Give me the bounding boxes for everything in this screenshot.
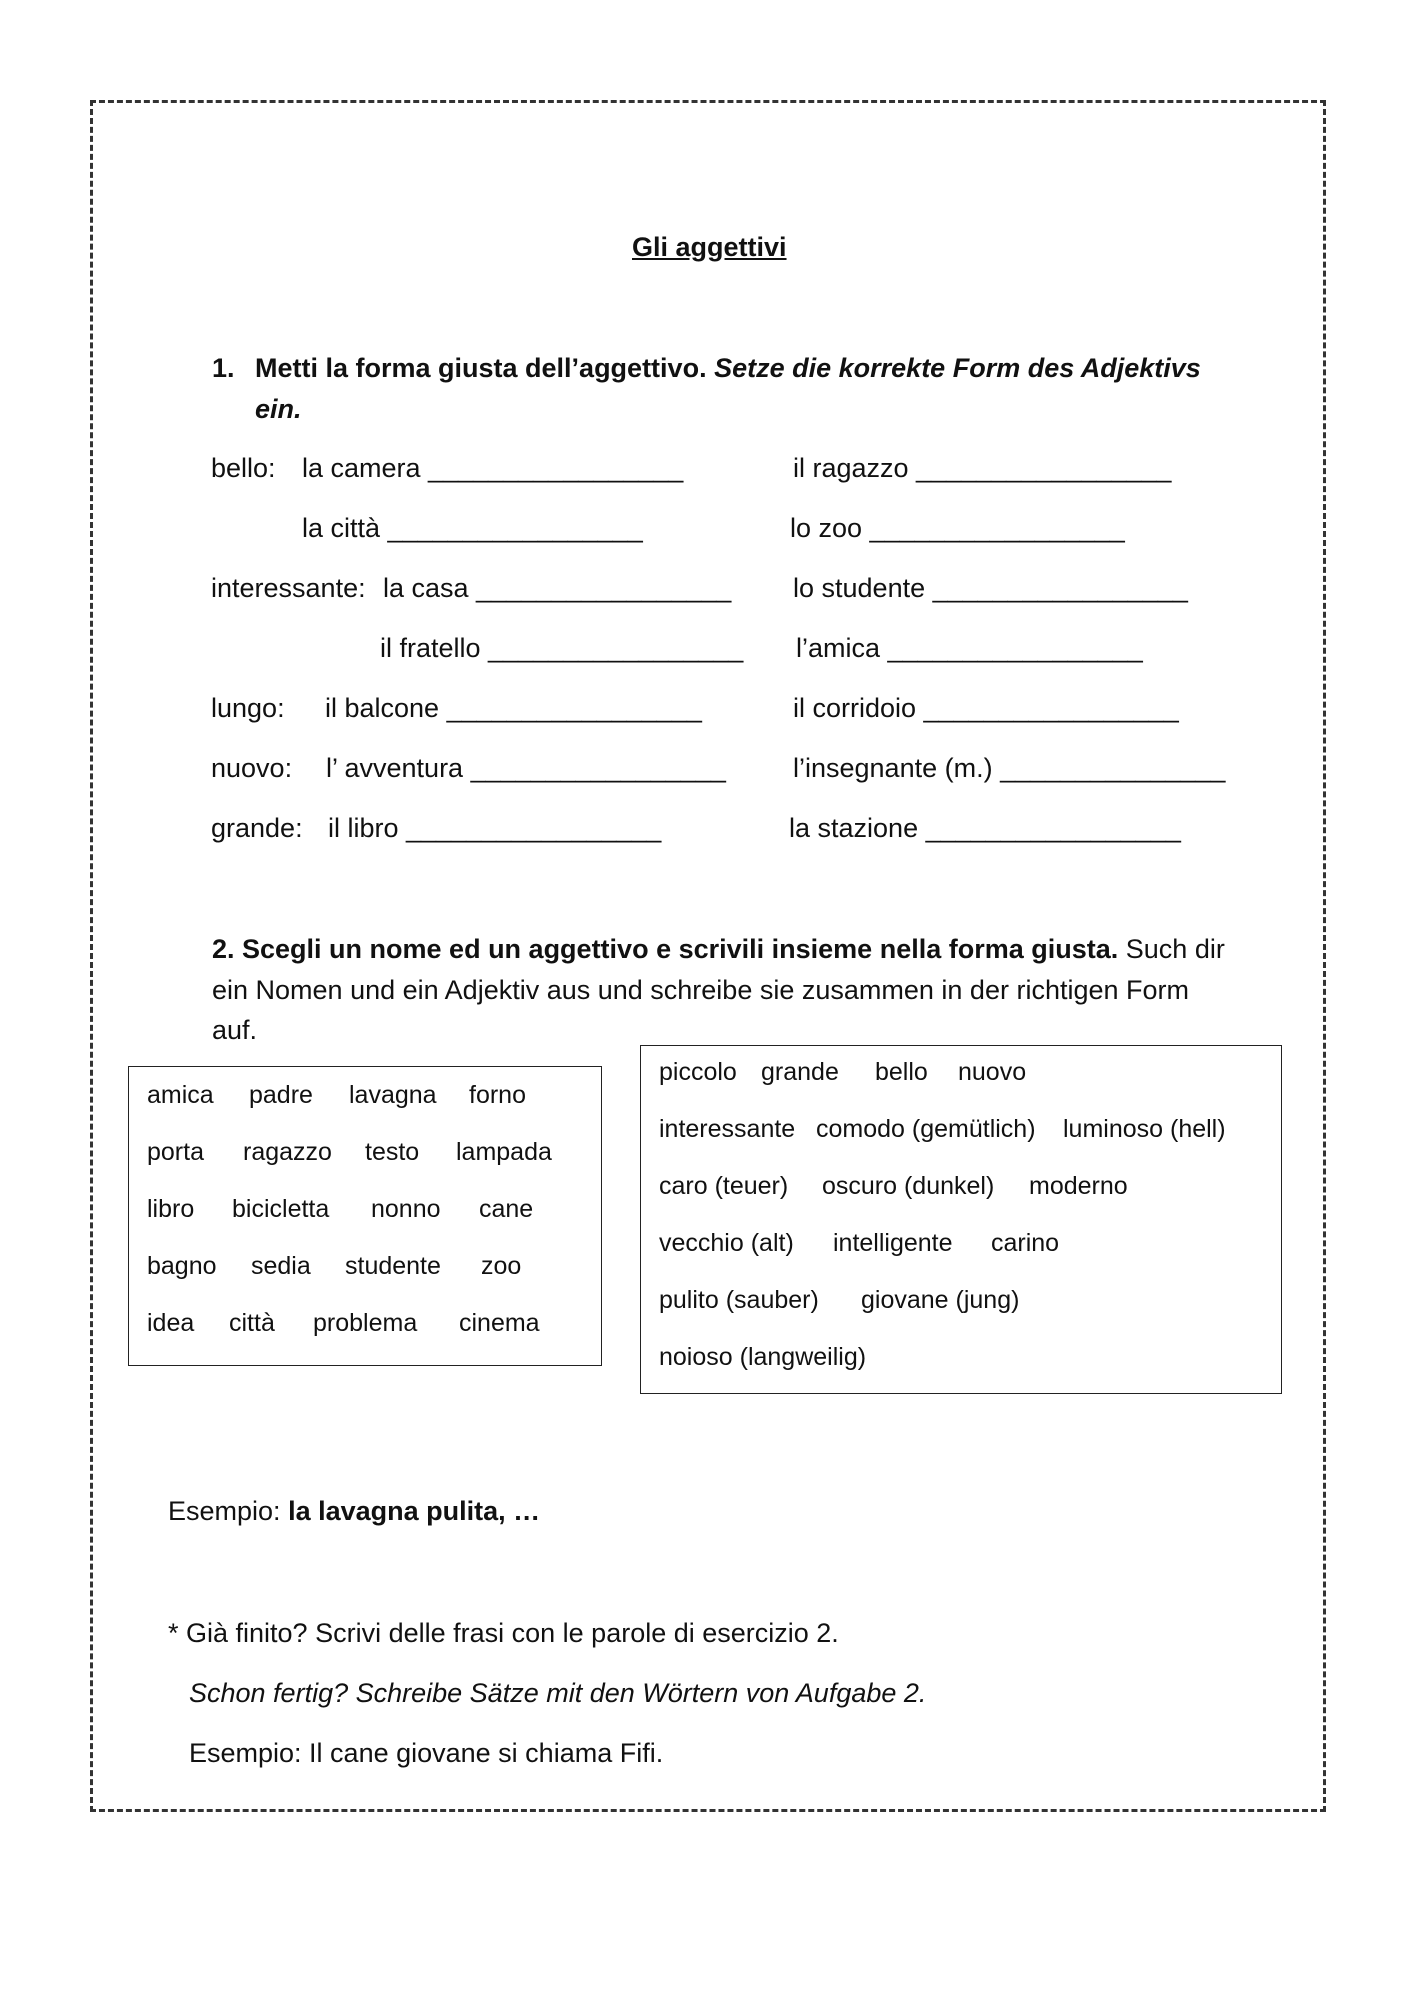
noun-word: forno bbox=[469, 1081, 526, 1109]
exercise-2-instruction-de-2: ein Nomen und ein Adjektiv aus und schreibe sie zusammen in der richtigen Form bbox=[212, 975, 1189, 1005]
noun-word: città bbox=[229, 1309, 275, 1337]
ex1-row-5-left: il balcone _________________ bbox=[325, 693, 702, 723]
ex1-row-3-label: interessante: bbox=[211, 573, 366, 603]
noun-word: porta bbox=[147, 1138, 204, 1166]
exercise-1-instruction bbox=[255, 351, 1201, 385]
noun-word: libro bbox=[147, 1195, 195, 1223]
noun-word: lampada bbox=[456, 1138, 552, 1166]
ex1-row-1-left: la camera _________________ bbox=[302, 453, 684, 483]
ex1-row-2-left: la città _________________ bbox=[302, 513, 643, 543]
page-title: Gli aggettivi bbox=[632, 232, 787, 262]
exercise-1-instruction-de-2: ein. bbox=[255, 394, 302, 424]
bonus-line-it: * Già finito? Scrivi delle frasi con le parole di esercizio 2. bbox=[168, 1618, 839, 1648]
noun-word: zoo bbox=[481, 1252, 522, 1280]
noun-word: studente bbox=[345, 1252, 441, 1280]
exercise-2-instruction-de-3: auf. bbox=[212, 1015, 258, 1045]
adjective-word: moderno bbox=[1029, 1172, 1128, 1200]
noun-word: cane bbox=[479, 1195, 534, 1223]
exercise-2-instruction bbox=[212, 932, 1225, 966]
noun-word: nonno bbox=[371, 1195, 441, 1223]
ex1-row-1-right: il ragazzo _________________ bbox=[793, 453, 1172, 483]
adjective-word: vecchio (alt) bbox=[659, 1229, 794, 1257]
adjective-word: luminoso (hell) bbox=[1063, 1115, 1226, 1143]
noun-word: testo bbox=[365, 1138, 420, 1166]
noun-word: problema bbox=[313, 1309, 418, 1337]
adjectives-box bbox=[640, 1045, 1282, 1394]
adjective-word: grande bbox=[761, 1058, 839, 1086]
adjective-word: comodo (gemütlich) bbox=[816, 1115, 1036, 1143]
adjective-word: carino bbox=[991, 1229, 1060, 1257]
ex1-row-3-right: lo studente _________________ bbox=[793, 573, 1188, 603]
adjective-word: nuovo bbox=[958, 1058, 1027, 1086]
exercise-2-instruction-it: 2. Scegli un nome ed un aggettivo e scrivili insieme nella forma giusta. bbox=[212, 934, 1119, 964]
noun-word: bagno bbox=[147, 1252, 217, 1280]
noun-word: sedia bbox=[251, 1252, 311, 1280]
noun-word: bicicletta bbox=[232, 1195, 330, 1223]
adjective-word: intelligente bbox=[833, 1229, 953, 1257]
adjective-word: piccolo bbox=[659, 1058, 737, 1086]
noun-word: amica bbox=[147, 1081, 214, 1109]
example-label: Esempio: bbox=[168, 1496, 281, 1526]
ex1-row-6-right: l’insegnante (m.) _______________ bbox=[793, 753, 1226, 783]
ex1-row-7-label: grande: bbox=[211, 813, 303, 843]
ex1-row-7-left: il libro _________________ bbox=[328, 813, 662, 843]
example-text: la lavagna pulita, … bbox=[288, 1496, 541, 1526]
ex1-row-1-label: bello: bbox=[211, 453, 276, 483]
adjective-word: noioso (langweilig) bbox=[659, 1343, 867, 1371]
adjective-word: giovane (jung) bbox=[861, 1286, 1020, 1314]
adjective-word: oscuro (dunkel) bbox=[822, 1172, 995, 1200]
nouns-box bbox=[128, 1066, 602, 1366]
exercise-1-instruction-it: Metti la forma giusta dell’aggettivo. bbox=[255, 353, 707, 383]
adjective-word: interessante bbox=[659, 1115, 796, 1143]
noun-word: idea bbox=[147, 1309, 195, 1337]
noun-word: ragazzo bbox=[243, 1138, 332, 1166]
ex1-row-7-right: la stazione _________________ bbox=[789, 813, 1181, 843]
ex1-row-4-left: il fratello _________________ bbox=[380, 633, 744, 663]
adjective-word: bello bbox=[875, 1058, 928, 1086]
ex1-row-6-left: l’ avventura _________________ bbox=[326, 753, 726, 783]
ex1-row-3-left: la casa _________________ bbox=[383, 573, 732, 603]
example-line bbox=[168, 1494, 540, 1528]
ex1-row-4-right: l’amica _________________ bbox=[796, 633, 1143, 663]
noun-word: lavagna bbox=[349, 1081, 437, 1109]
ex1-row-5-right: il corridoio _________________ bbox=[793, 693, 1179, 723]
noun-word: padre bbox=[249, 1081, 313, 1109]
ex1-row-6-label: nuovo: bbox=[211, 753, 293, 783]
noun-word: cinema bbox=[459, 1309, 540, 1337]
adjective-word: pulito (sauber) bbox=[659, 1286, 819, 1314]
exercise-2-instruction-de: Such dir bbox=[1125, 934, 1225, 964]
ex1-row-5-label: lungo: bbox=[211, 693, 285, 723]
exercise-1-instruction-de: Setze die korrekte Form des Adjektivs bbox=[714, 353, 1201, 383]
adjective-word: caro (teuer) bbox=[659, 1172, 789, 1200]
ex1-row-2-right: lo zoo _________________ bbox=[790, 513, 1125, 543]
bonus-line-de: Schon fertig? Schreibe Sätze mit den Wörtern von Aufgabe 2. bbox=[189, 1678, 927, 1708]
bonus-example: Esempio: Il cane giovane si chiama Fifi. bbox=[189, 1738, 664, 1768]
exercise-1-number: 1. bbox=[212, 353, 235, 383]
